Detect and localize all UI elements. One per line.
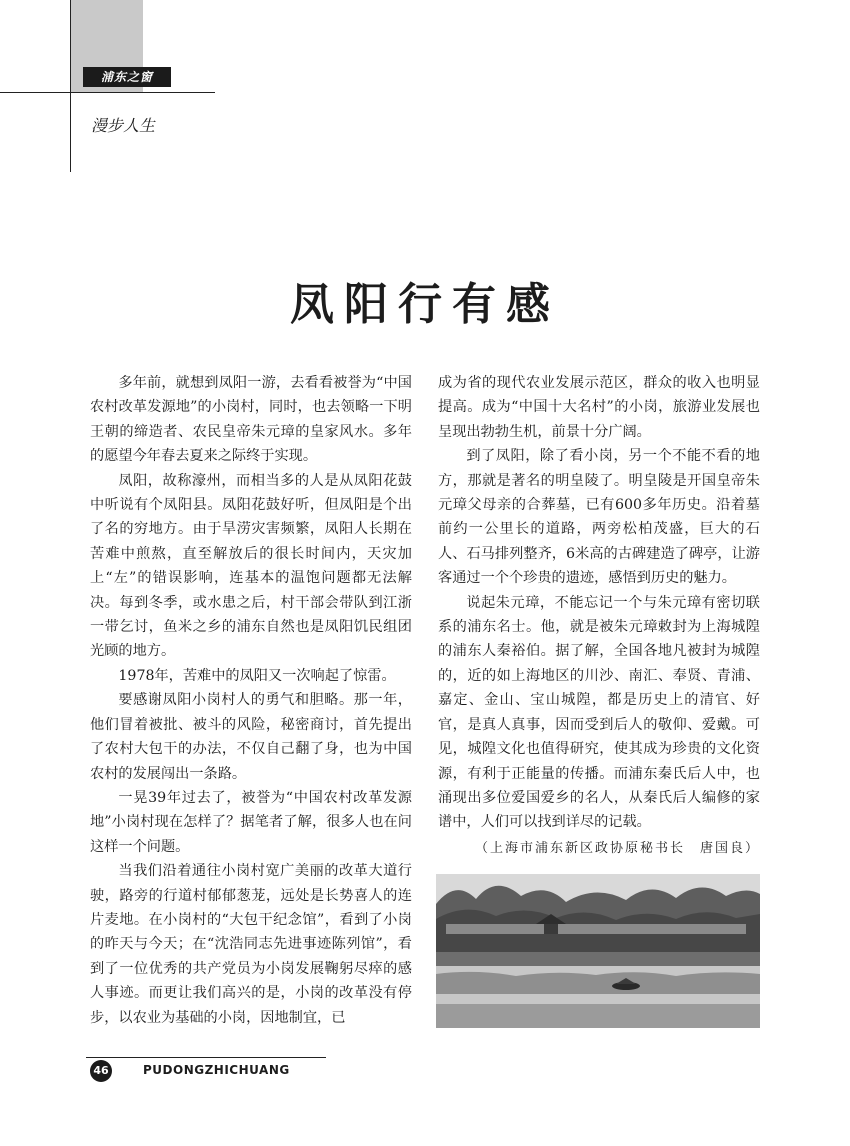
author-signature: （上海市浦东新区政协原秘书长 唐国良） — [474, 840, 760, 856]
magazine-name: PUDONGZHICHUANG — [143, 1063, 290, 1077]
footer-rule — [86, 1057, 326, 1058]
paragraph: 要感谢凤阳小岗村人的勇气和胆略。那一年，他们冒着被批、被斗的风险，秘密商讨，首先提出了农村大包干的办法，不仅自己翻了身，也为中国农村的发展闯出一条路。 — [90, 692, 412, 782]
paragraph: 说起朱元璋，不能忘记一个与朱元璋有密切联系的浦东名士。他，就是被朱元璋敕封为上海城隍的浦东人秦裕伯。据了解，全国各地凡被封为城隍的，近的如上海地区的川沙、南汇、奉贤、青浦、嘉定、金山、宝山城隍，都是历史上的清官、好官，是真人真事，因而受到后人的敬仰、爱戴。可见，城隍文化也值得研究，使其成为珍贵的文化资源，有利于正能量的传播。而浦东秦氏后人中，也涌现出多位爱国爱乡的名人，从秦氏后人编修的家谱中，人们可以找到详尽的记载。 — [438, 594, 760, 831]
article-column-right — [438, 371, 760, 861]
article-column-left — [90, 371, 412, 1030]
paragraph: 当我们沿着通往小岗村宽广美丽的改革大道行驶，路旁的行道村郁郁葱茏，远处是长势喜人的连片麦地。在小岗村的“大包干纪念馆”，看到了小岗的昨天与今天；在“沈浩同志先进事迹陈列馆”，看到了一位优秀的共产党员为小岗发展鞠躬尽瘁的感人事迹。而更让我们高兴的是，小岗的改革没有停步，以农业为基础的小岗，因地制宜，已 — [90, 863, 412, 1026]
paragraph-continued: 成为省的现代农业发展示范区，群众的收入也明显提高。成为“中国十大名村”的小岗，旅游业发展也呈现出勃勃生机，前景十分广阔。 — [438, 375, 760, 440]
paragraph: 多年前，就想到凤阳一游，去看看被誉为“中国农村改革发源地”的小岗村，同时，也去领略一下明王朝的缔造者、农民皇帝朱元璋的皇家风水。多年的愿望今年春去夏来之际终于实现。 — [90, 375, 412, 465]
section-label: 漫步人生 — [91, 116, 156, 135]
header-vertical-rule — [70, 0, 71, 172]
header-horizontal-rule — [0, 92, 215, 93]
article-title: 凤阳行有感 — [290, 279, 560, 330]
paragraph: 到了凤阳，除了看小岗，另一个不能不看的地方，那就是著名的明皇陵了。明皇陵是开国皇帝朱元璋父母亲的合葬墓，已有600多年历史。沿着墓前约一公里长的道路，两旁松柏茂盛，巨大的石人、石马排列整齐，6米高的古碑建造了碑亭，让游客通过一个个珍贵的遗迹，感悟到历史的魅力。 — [438, 448, 760, 587]
paragraph: 凤阳，故称濠州，而相当多的人是从凤阳花鼓中听说有个凤阳县。凤阳花鼓好听，但凤阳是个出了名的穷地方。由于旱涝灾害频繁，凤阳人长期在苦难中煎熬，直至解放后的很长时间内，天灾加上“左”的错误影响，连基本的温饱问题都无法解决。每到冬季，或水患之后，村干部会带队到江浙一带乞讨，鱼米之乡的浦东自然也是凤阳饥民组团光顾的地方。 — [90, 472, 412, 660]
magazine-brand-tag: 浦东之窗 — [83, 67, 171, 87]
lake-pavilion-photo — [436, 874, 760, 1028]
paragraph: 1978年，苦难中的凤阳又一次响起了惊雷。 — [118, 667, 396, 684]
page-number: 46 — [90, 1060, 112, 1082]
paragraph: 一晃39年过去了，被誉为“中国农村改革发源地”小岗村现在怎样了？据笔者了解，很多人也在问这样一个问题。 — [90, 789, 412, 855]
